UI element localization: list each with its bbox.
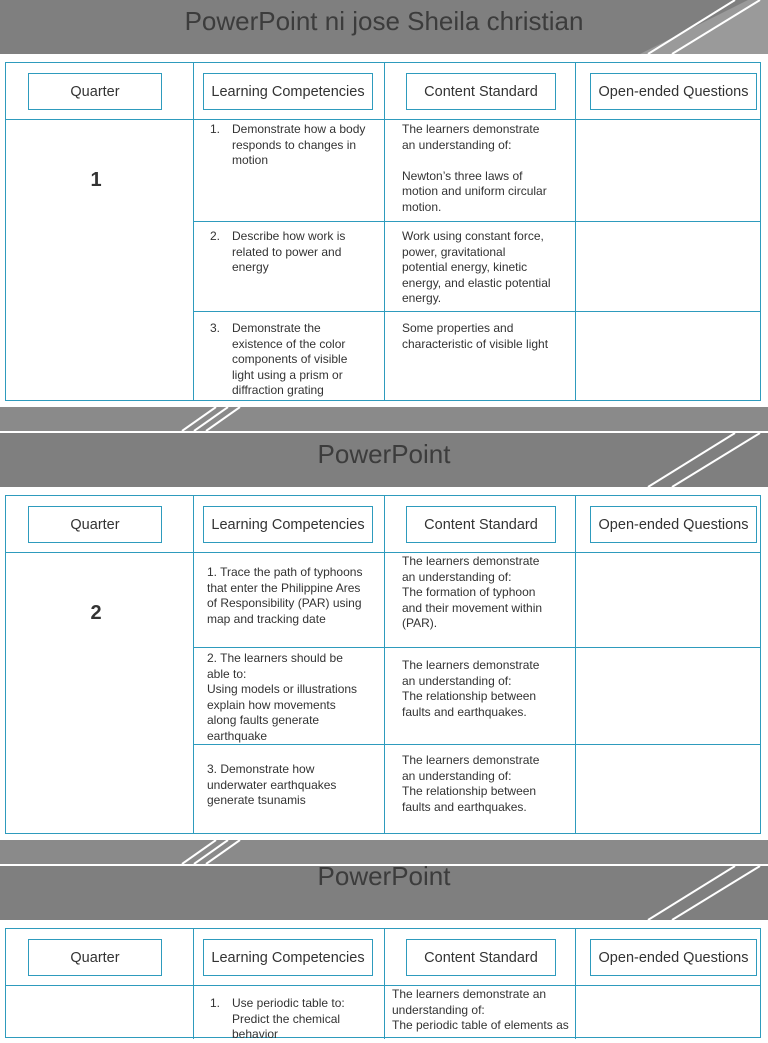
header-content-standard: Content Standard <box>406 73 556 110</box>
header-content-standard: Content Standard <box>406 506 556 543</box>
competency-text: Demonstrate how a body responds to changes in motion <box>232 122 366 167</box>
standard-cell: The learners demonstrate an understanding of: Newton’s three laws of motion and uniform circular motion. <box>402 122 547 214</box>
slide-1-table <box>5 62 761 401</box>
header-learning-competencies: Learning Competencies <box>203 939 373 976</box>
competency-cell <box>210 229 368 276</box>
standard-cell: Some properties and characteristic of visible light <box>402 321 549 351</box>
separator-slash-decoration <box>0 407 768 431</box>
slide-1-title-banner <box>0 0 768 54</box>
header-quarter: Quarter <box>28 939 162 976</box>
competency-text: Demonstrate the existence of the color components of visible light using a prism or diffraction grating <box>232 321 348 397</box>
item-number: 1. <box>210 122 221 136</box>
slide-3-title-banner <box>0 866 768 920</box>
header-learning-competencies: Learning Competencies <box>203 506 373 543</box>
slide-title: PowerPoint ni jose Sheila christian <box>184 6 584 36</box>
slide-title: PowerPoint <box>317 439 451 469</box>
separator-slash-decoration <box>0 840 768 864</box>
quarter-number: 2 <box>90 602 102 624</box>
competency-cell <box>210 321 368 399</box>
item-number: 3. <box>210 321 221 335</box>
header-open-ended-questions: Open-ended Questions <box>590 506 757 543</box>
quarter-number: 1 <box>90 169 102 191</box>
slide-separator <box>0 407 768 431</box>
item-number: 2. <box>210 229 221 243</box>
item-number: 1. <box>210 996 221 1010</box>
header-quarter: Quarter <box>28 506 162 543</box>
slide-title: PowerPoint <box>317 866 451 891</box>
header-open-ended-questions: Open-ended Questions <box>590 73 757 110</box>
slide-3-table <box>5 928 761 1041</box>
standard-cell: The learners demonstrate an understanding of: The relationship between faults and earthquakes. <box>402 658 540 719</box>
slide-2-table <box>5 495 761 834</box>
slide-separator <box>0 840 768 864</box>
slide-2-title-banner <box>0 433 768 487</box>
competency-cell: 1. Trace the path of typhoons that enter the Philippine Ares of Responsibility (PAR) using map and tracking date <box>207 565 363 626</box>
standard-cell: Work using constant force, power, gravitational potential energy, kinetic energy, and elastic potential energy. <box>402 229 551 305</box>
competency-cell: 2. The learners should be able to: Using models or illustrations explain how movements along faults generate earthquake <box>207 651 358 743</box>
standard-cell: The learners demonstrate an understanding of: The periodic table of elements as <box>392 987 569 1032</box>
competency-cell <box>210 996 380 1043</box>
standard-cell: The learners demonstrate an understanding of: The formation of typhoon and their movement within (PAR). <box>402 554 543 630</box>
competency-text: Use periodic table to: Predict the chemical behavior <box>232 996 345 1041</box>
header-learning-competencies: Learning Competencies <box>203 73 373 110</box>
competency-cell <box>210 122 368 169</box>
competency-text: Describe how work is related to power and energy <box>232 229 346 274</box>
header-quarter: Quarter <box>28 73 162 110</box>
standard-cell: The learners demonstrate an understanding of: The relationship between faults and earthquakes. <box>402 753 540 814</box>
competency-cell: 3. Demonstrate how underwater earthquakes generate tsunamis <box>207 762 337 807</box>
header-open-ended-questions: Open-ended Questions <box>590 939 757 976</box>
header-content-standard: Content Standard <box>406 939 556 976</box>
